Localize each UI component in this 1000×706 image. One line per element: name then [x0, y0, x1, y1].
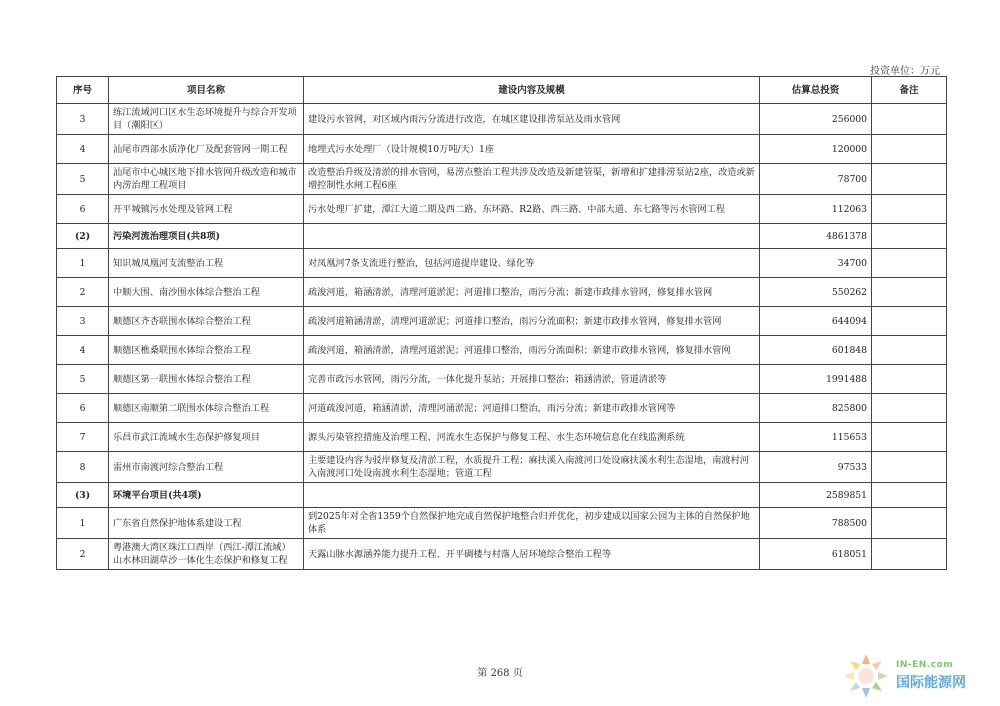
cell-project-name: 污染河流治理项目(共8项) [109, 224, 304, 249]
category-row [57, 483, 947, 508]
cell-remark [872, 452, 947, 483]
cell-seq: 4 [57, 135, 109, 164]
project-table [56, 76, 947, 570]
cell-seq: 1 [57, 249, 109, 278]
cell-investment: 112063 [760, 195, 872, 224]
cell-seq: 2 [57, 278, 109, 307]
investment-unit-label: 投资单位：万元 [870, 66, 940, 77]
cell-seq: (2) [57, 224, 109, 249]
cell-project-name: 顺德区南顺第二联围水体综合整治工程 [109, 394, 304, 423]
col-header-seq: 序号 [57, 77, 109, 104]
cell-seq: 1 [57, 508, 109, 539]
page-number: 第 268 页 [477, 668, 523, 679]
cell-investment: 618051 [760, 539, 872, 570]
watermark-logo [842, 650, 992, 700]
cell-project-name: 顺德区樵桑联围水体综合整治工程 [109, 336, 304, 365]
col-header-content: 建设内容及规模 [304, 77, 760, 104]
table-header-row [57, 77, 947, 104]
cell-seq: 6 [57, 195, 109, 224]
cell-investment: 4861378 [760, 224, 872, 249]
table-row [57, 365, 947, 394]
cell-content: 天露山脉水源涵养能力提升工程、开平碉楼与村落人居环境综合整治工程等 [304, 539, 760, 570]
table-body [57, 104, 947, 570]
cell-investment: 34700 [760, 249, 872, 278]
cell-remark [872, 508, 947, 539]
cell-remark [872, 135, 947, 164]
cell-remark [872, 224, 947, 249]
cell-content [304, 483, 760, 508]
table-row [57, 278, 947, 307]
cell-content: 源头污染管控措施及治理工程、河流水生态保护与修复工程、水生态环境信息化在线监测系统 [304, 423, 760, 452]
cell-project-name: 粤港澳大湾区珠江口西岸（西江-潭江流域）山水林田湖草沙一体化生态保护和修复工程 [109, 539, 304, 570]
cell-content: 疏浚河道，箱涵清淤，清理河道淤泥；河道排口整治，雨污分流；新建市政排水管网，修复排水管网 [304, 278, 760, 307]
cell-remark [872, 539, 947, 570]
table-row [57, 104, 947, 135]
cell-seq: 4 [57, 336, 109, 365]
cell-investment: 120000 [760, 135, 872, 164]
col-header-investment: 估算总投资 [760, 77, 872, 104]
cell-project-name: 开平城镇污水处理及管网工程 [109, 195, 304, 224]
cell-remark [872, 195, 947, 224]
cell-seq: 3 [57, 104, 109, 135]
cell-investment: 788500 [760, 508, 872, 539]
cell-seq: 7 [57, 423, 109, 452]
cell-seq: 8 [57, 452, 109, 483]
cell-project-name: 汕尾市西部水质净化厂及配套管网一期工程 [109, 135, 304, 164]
cell-remark [872, 423, 947, 452]
cell-project-name: 顺德区第一联围水体综合整治工程 [109, 365, 304, 394]
cell-project-name: 环境平台项目(共4项) [109, 483, 304, 508]
cell-investment: 115653 [760, 423, 872, 452]
cell-project-name: 知识城凤凰河支流整治工程 [109, 249, 304, 278]
cell-project-name: 中顺大围、南沙围水体综合整治工程 [109, 278, 304, 307]
table-row [57, 452, 947, 483]
cell-seq: (3) [57, 483, 109, 508]
table-row [57, 164, 947, 195]
cell-remark [872, 104, 947, 135]
cell-seq: 5 [57, 365, 109, 394]
cell-remark [872, 336, 947, 365]
cell-content: 建设污水管网，对区域内雨污分流进行改造，在城区建设排涝泵站及雨水管网 [304, 104, 760, 135]
table-row [57, 508, 947, 539]
cell-content: 疏浚河道，箱涵清淤，清理河道淤泥；河道排口整治，雨污分流面积；新建市政排水管网，修复排水管网 [304, 336, 760, 365]
watermark-en-text: IN-EN.com [896, 660, 954, 670]
cell-content: 疏浚河道箱涵清淤，清理河道淤泥；河道排口整治，雨污分流面积；新建市政排水管网，修复排水管网 [304, 307, 760, 336]
cell-content: 污水处理厂扩建，潭江大道二期及西二路、东环路、R2路、西三路、中部大道、东七路等污水管网工程 [304, 195, 760, 224]
cell-investment: 825800 [760, 394, 872, 423]
col-header-remark: 备注 [872, 77, 947, 104]
cell-project-name: 雷州市南渡河综合整治工程 [109, 452, 304, 483]
cell-project-name: 练江流域河口区水生态环境提升与综合开发项目（潮阳区） [109, 104, 304, 135]
cell-project-name: 顺德区齐杏联围水体综合整治工程 [109, 307, 304, 336]
watermark-cn-text: 国际能源网 [896, 675, 966, 691]
cell-investment: 550262 [760, 278, 872, 307]
table-row [57, 195, 947, 224]
cell-seq: 2 [57, 539, 109, 570]
table-row [57, 539, 947, 570]
cell-content: 改造整治升级及清淤的排水管网，易涝点整治工程共涉及改造及新建管渠，新增和扩建排涝泵站2座，改造或新增控制性水闸工程6座 [304, 164, 760, 195]
cell-investment: 78700 [760, 164, 872, 195]
cell-project-name: 广东省自然保护地体系建设工程 [109, 508, 304, 539]
cell-content: 地埋式污水处理厂（设计规模10万吨/天）1座 [304, 135, 760, 164]
table-row [57, 307, 947, 336]
cell-content: 到2025年对全省1359个自然保护地完成自然保护地整合归并优化，初步建成以国家公园为主体的自然保护地体系 [304, 508, 760, 539]
cell-seq: 3 [57, 307, 109, 336]
cell-investment: 601848 [760, 336, 872, 365]
cell-investment: 97533 [760, 452, 872, 483]
cell-investment: 256000 [760, 104, 872, 135]
cell-remark [872, 394, 947, 423]
cell-remark [872, 249, 947, 278]
cell-investment: 1991488 [760, 365, 872, 394]
sun-logo-icon [842, 650, 894, 700]
cell-remark [872, 483, 947, 508]
category-row [57, 224, 947, 249]
cell-remark [872, 365, 947, 394]
cell-content: 主要建设内容为驳岸修复及清淤工程，水质提升工程；麻扶溪入南渡河口处设麻扶溪水利生态湿地，南渡村河入南渡河口处设南渡水利生态湿地；管道工程 [304, 452, 760, 483]
cell-remark [872, 164, 947, 195]
cell-remark [872, 307, 947, 336]
col-header-name: 项目名称 [109, 77, 304, 104]
cell-project-name: 乐昌市武江流域水生态保护修复项目 [109, 423, 304, 452]
table-row [57, 394, 947, 423]
table-row [57, 336, 947, 365]
cell-content [304, 224, 760, 249]
table-row [57, 135, 947, 164]
cell-project-name: 汕尾市中心城区地下排水管网升级改造和城市内涝治理工程项目 [109, 164, 304, 195]
table-row [57, 249, 947, 278]
cell-investment: 644094 [760, 307, 872, 336]
cell-investment: 2589851 [760, 483, 872, 508]
cell-remark [872, 278, 947, 307]
cell-content: 完善市政污水管网，雨污分流，一体化提升泵站；开展排口整治；箱涵清淤，管道清淤等 [304, 365, 760, 394]
cell-seq: 5 [57, 164, 109, 195]
cell-seq: 6 [57, 394, 109, 423]
cell-content: 对凤凰河7条支流进行整治，包括河道提岸建设、绿化等 [304, 249, 760, 278]
cell-content: 河道疏浚河道，箱涵清淤，清理河涌淤泥；河道排口整治，雨污分流；新建市政排水管网等 [304, 394, 760, 423]
table-row [57, 423, 947, 452]
